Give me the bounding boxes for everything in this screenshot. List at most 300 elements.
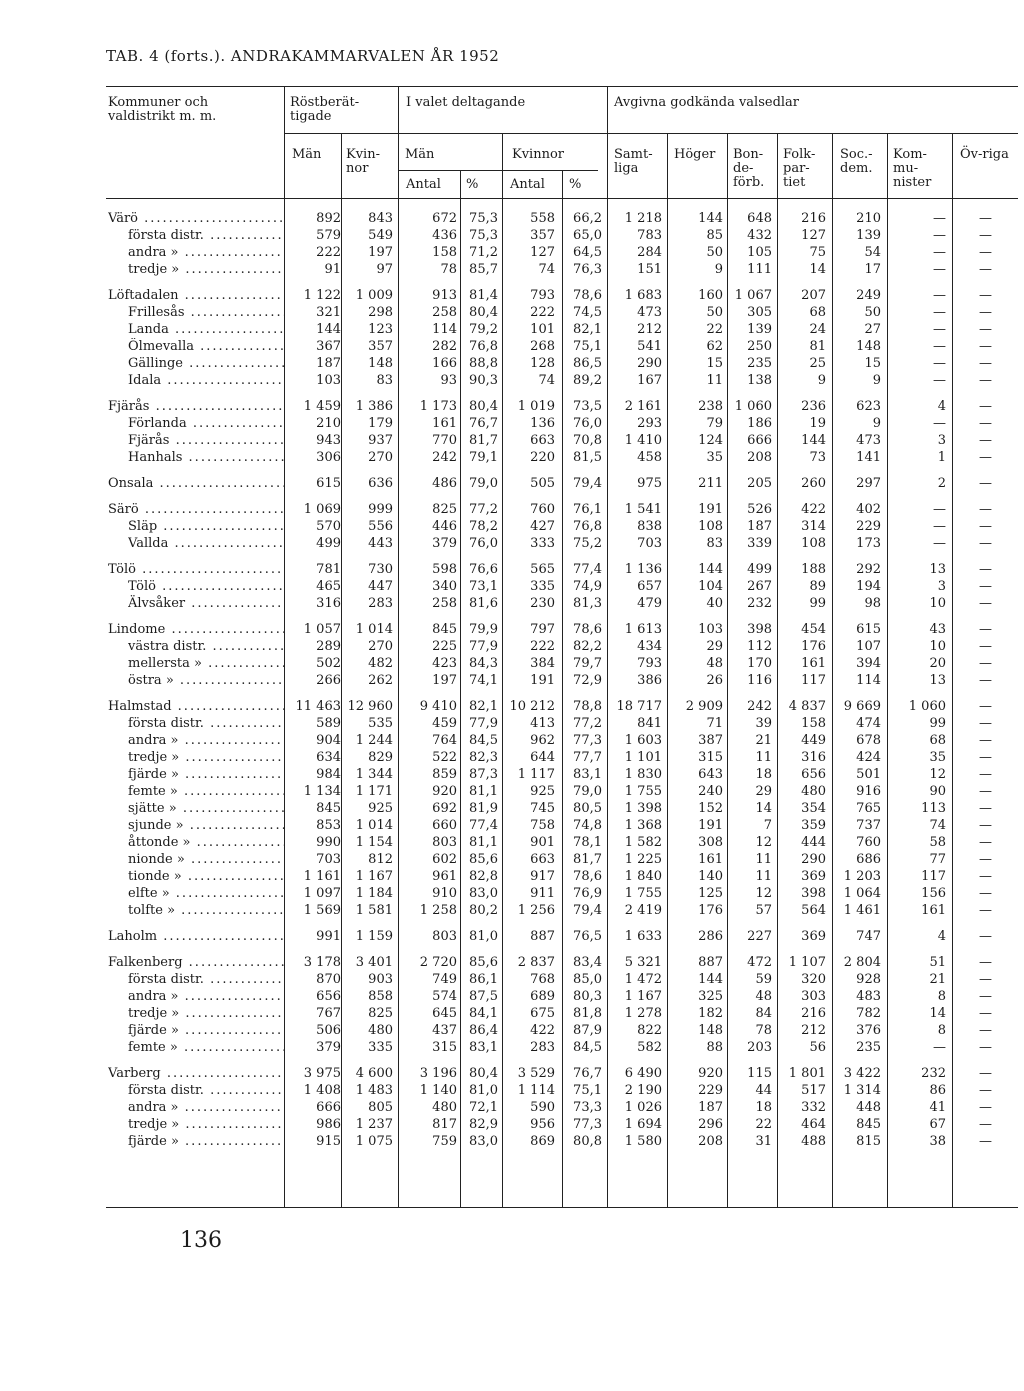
district-name: Frillesås ..... xyxy=(128,304,284,321)
district-name: tredje » ..... xyxy=(128,1116,284,1133)
value-cell: 140 xyxy=(698,869,723,884)
value-cell: 915 xyxy=(316,1134,341,1149)
value-cell: 76,8 xyxy=(469,339,498,354)
value-cell: 12 xyxy=(929,767,946,782)
value-cell: 703 xyxy=(637,536,662,551)
value-cell: 1 184 xyxy=(355,886,393,901)
value-cell: 182 xyxy=(698,1006,723,1021)
value-cell: 73,3 xyxy=(573,1100,602,1115)
value-cell: 3 422 xyxy=(843,1066,881,1081)
value-cell: 446 xyxy=(432,519,457,534)
value-cell: 22 xyxy=(706,322,723,337)
value-cell: — xyxy=(979,288,992,303)
value-cell: 1 218 xyxy=(624,211,662,226)
value-cell: 1 097 xyxy=(303,886,341,901)
value-cell: 83 xyxy=(376,373,393,388)
value-cell: 50 xyxy=(706,245,723,260)
value-cell: 4 xyxy=(937,399,946,414)
value-cell: 15 xyxy=(864,356,881,371)
value-cell: 43 xyxy=(929,622,946,637)
value-cell: 78,8 xyxy=(573,699,602,714)
district-name: Särö ..... xyxy=(108,501,284,518)
value-cell: 1 060 xyxy=(734,399,772,414)
value-cell: 1 801 xyxy=(788,1066,826,1081)
table-row xyxy=(0,321,1024,338)
value-cell: — xyxy=(979,972,992,987)
value-cell: 11 xyxy=(755,750,772,765)
value-cell: 90,3 xyxy=(469,373,498,388)
value-cell: 240 xyxy=(698,784,723,799)
value-cell: 179 xyxy=(368,416,393,431)
value-cell: 10 xyxy=(929,596,946,611)
value-cell: 48 xyxy=(706,656,723,671)
value-cell: 1 069 xyxy=(303,502,341,517)
table-title: TAB. 4 (forts.). ANDRAKAMMARVALEN ÅR 1952 xyxy=(106,47,500,65)
value-cell: 10 xyxy=(929,639,946,654)
value-cell: 260 xyxy=(801,476,826,491)
value-cell: 9 xyxy=(872,373,881,388)
value-cell: 1 410 xyxy=(624,433,662,448)
value-cell: — xyxy=(979,245,992,260)
value-cell: 197 xyxy=(368,245,393,260)
value-cell: 1 237 xyxy=(355,1117,393,1132)
value-cell: — xyxy=(979,579,992,594)
value-cell: 797 xyxy=(530,622,555,637)
value-cell: 284 xyxy=(637,245,662,260)
value-cell: 615 xyxy=(856,622,881,637)
value-cell: — xyxy=(933,416,946,431)
value-cell: 645 xyxy=(432,1006,457,1021)
value-cell: 72,9 xyxy=(573,673,602,688)
value-cell: 911 xyxy=(530,886,555,901)
value-cell: 77,4 xyxy=(469,818,498,833)
value-cell: 29 xyxy=(706,639,723,654)
value-cell: 1 057 xyxy=(303,622,341,637)
value-cell: 86,4 xyxy=(469,1023,498,1038)
value-cell: 31 xyxy=(755,1134,772,1149)
value-cell: 158 xyxy=(432,245,457,260)
value-cell: 166 xyxy=(432,356,457,371)
value-cell: 76,9 xyxy=(573,886,602,901)
value-cell: 479 xyxy=(637,596,662,611)
value-cell: 76,8 xyxy=(573,519,602,534)
value-cell: 85 xyxy=(706,228,723,243)
table-row xyxy=(0,783,1024,800)
value-cell: 316 xyxy=(316,596,341,611)
value-cell: 943 xyxy=(316,433,341,448)
value-cell: 565 xyxy=(530,562,555,577)
value-cell: 423 xyxy=(432,656,457,671)
value-cell: 656 xyxy=(801,767,826,782)
value-cell: 50 xyxy=(706,305,723,320)
value-cell: — xyxy=(979,733,992,748)
value-cell: 1 314 xyxy=(843,1083,881,1098)
value-cell: — xyxy=(979,903,992,918)
value-cell: 12 xyxy=(755,835,772,850)
district-name: Värö ..... xyxy=(108,210,284,227)
value-cell: — xyxy=(979,562,992,577)
value-cell: 315 xyxy=(432,1040,457,1055)
value-cell: 236 xyxy=(801,399,826,414)
value-cell: 81,7 xyxy=(469,433,498,448)
value-cell: 663 xyxy=(530,433,555,448)
district-name: tredje » ..... xyxy=(128,1005,284,1022)
value-cell: 321 xyxy=(316,305,341,320)
value-cell: 14 xyxy=(755,801,772,816)
value-cell: 141 xyxy=(856,450,881,465)
value-cell: 250 xyxy=(747,339,772,354)
value-cell: — xyxy=(979,356,992,371)
value-cell: 3 401 xyxy=(355,955,393,970)
value-cell: — xyxy=(979,416,992,431)
value-cell: — xyxy=(979,852,992,867)
value-cell: 17 xyxy=(864,262,881,277)
value-cell: 68 xyxy=(809,305,826,320)
header-rostberattigade: Röstberät-tigade xyxy=(290,95,360,124)
value-cell: 79,7 xyxy=(573,656,602,671)
header-kommunister: Kom-mu-nister xyxy=(893,147,932,190)
value-cell: 9 410 xyxy=(419,699,457,714)
value-cell: 203 xyxy=(747,1040,772,1055)
value-cell: 68 xyxy=(929,733,946,748)
value-cell: 18 717 xyxy=(616,699,662,714)
value-cell: 160 xyxy=(698,288,723,303)
value-cell: 114 xyxy=(432,322,457,337)
value-cell: 286 xyxy=(698,929,723,944)
value-cell: 379 xyxy=(316,1040,341,1055)
value-cell: 1 368 xyxy=(624,818,662,833)
value-cell: 216 xyxy=(801,211,826,226)
table-row xyxy=(0,304,1024,321)
value-cell: 230 xyxy=(530,596,555,611)
value-cell: 917 xyxy=(530,869,555,884)
value-cell: — xyxy=(979,476,992,491)
value-cell: 76,0 xyxy=(469,536,498,551)
value-cell: 3 975 xyxy=(303,1066,341,1081)
district-name: Förlanda ..... xyxy=(128,415,284,432)
value-cell: — xyxy=(979,673,992,688)
value-cell: 3 529 xyxy=(517,1066,555,1081)
value-cell: 1 140 xyxy=(419,1083,457,1098)
value-cell: 434 xyxy=(637,639,662,654)
value-cell: 1 154 xyxy=(355,835,393,850)
value-cell: 1 114 xyxy=(517,1083,555,1098)
value-cell: 424 xyxy=(856,750,881,765)
value-cell: 138 xyxy=(747,373,772,388)
table-row xyxy=(0,415,1024,432)
value-cell: 139 xyxy=(747,322,772,337)
value-cell: 2 837 xyxy=(517,955,555,970)
district-name: första distr. ..... xyxy=(128,971,284,988)
value-cell: 4 837 xyxy=(788,699,826,714)
value-cell: 859 xyxy=(432,767,457,782)
value-cell: 1 541 xyxy=(624,502,662,517)
value-cell: 602 xyxy=(432,852,457,867)
value-cell: 1 398 xyxy=(624,801,662,816)
value-cell: 242 xyxy=(432,450,457,465)
value-cell: 357 xyxy=(530,228,555,243)
value-cell: 887 xyxy=(698,955,723,970)
value-cell: 83,1 xyxy=(573,767,602,782)
value-cell: 1 613 xyxy=(624,622,662,637)
value-cell: 454 xyxy=(801,622,826,637)
value-cell: 87,3 xyxy=(469,767,498,782)
value-cell: — xyxy=(979,1117,992,1132)
value-cell: 340 xyxy=(432,579,457,594)
value-cell: 296 xyxy=(698,1117,723,1132)
value-cell: 9 xyxy=(872,416,881,431)
table-row xyxy=(0,475,1024,492)
value-cell: 97 xyxy=(376,262,393,277)
value-cell: 73,5 xyxy=(573,399,602,414)
value-cell: 749 xyxy=(432,972,457,987)
district-name: västra distr. ..... xyxy=(128,638,284,655)
value-cell: 398 xyxy=(747,622,772,637)
value-cell: — xyxy=(979,835,992,850)
value-cell: 1 683 xyxy=(624,288,662,303)
value-cell: — xyxy=(979,750,992,765)
value-cell: 225 xyxy=(432,639,457,654)
table-row xyxy=(0,638,1024,655)
value-cell: 70,8 xyxy=(573,433,602,448)
value-cell: 308 xyxy=(698,835,723,850)
value-cell: 3 xyxy=(937,433,946,448)
value-cell: 56 xyxy=(809,1040,826,1055)
value-cell: 1 408 xyxy=(303,1083,341,1098)
value-cell: 77,4 xyxy=(573,562,602,577)
value-cell: 332 xyxy=(801,1100,826,1115)
value-cell: 1 694 xyxy=(624,1117,662,1132)
value-cell: — xyxy=(979,519,992,534)
value-cell: 104 xyxy=(698,579,723,594)
value-cell: 83,0 xyxy=(469,886,498,901)
table-row xyxy=(0,885,1024,902)
value-cell: — xyxy=(933,339,946,354)
value-cell: 335 xyxy=(368,1040,393,1055)
value-cell: 152 xyxy=(698,801,723,816)
value-cell: 21 xyxy=(755,733,772,748)
value-cell: 436 xyxy=(432,228,457,243)
value-cell: 335 xyxy=(530,579,555,594)
district-name: Landa ..... xyxy=(128,321,284,338)
value-cell: 116 xyxy=(747,673,772,688)
value-cell: 235 xyxy=(747,356,772,371)
value-cell: 54 xyxy=(864,245,881,260)
table-row xyxy=(0,621,1024,638)
value-cell: 48 xyxy=(755,989,772,1004)
value-cell: 473 xyxy=(856,433,881,448)
table-row xyxy=(0,561,1024,578)
table-row xyxy=(0,449,1024,466)
value-cell: 1 173 xyxy=(419,399,457,414)
value-cell: 2 190 xyxy=(624,1083,662,1098)
value-cell: 579 xyxy=(316,228,341,243)
value-cell: 1 461 xyxy=(843,903,881,918)
value-cell: 18 xyxy=(755,767,772,782)
value-cell: 232 xyxy=(921,1066,946,1081)
value-cell: 58 xyxy=(929,835,946,850)
value-cell: 82,2 xyxy=(573,639,602,654)
value-cell: 107 xyxy=(856,639,881,654)
value-cell: 13 xyxy=(929,562,946,577)
table-row xyxy=(0,355,1024,372)
table-row xyxy=(0,372,1024,389)
value-cell: 615 xyxy=(316,476,341,491)
value-cell: 83,4 xyxy=(573,955,602,970)
table-row xyxy=(0,1022,1024,1039)
table-row xyxy=(0,954,1024,971)
value-cell: 80,3 xyxy=(573,989,602,1004)
value-cell: 589 xyxy=(316,716,341,731)
value-cell: 20 xyxy=(929,656,946,671)
table-row xyxy=(0,928,1024,945)
value-cell: 4 xyxy=(937,929,946,944)
value-cell: 13 xyxy=(929,673,946,688)
value-cell: 517 xyxy=(801,1083,826,1098)
value-cell: — xyxy=(979,869,992,884)
value-cell: — xyxy=(933,228,946,243)
value-cell: 78 xyxy=(440,262,457,277)
value-cell: 499 xyxy=(316,536,341,551)
value-cell: 124 xyxy=(698,433,723,448)
value-cell: 745 xyxy=(530,801,555,816)
value-cell: 75,1 xyxy=(573,1083,602,1098)
value-cell: 689 xyxy=(530,989,555,1004)
value-cell: 62 xyxy=(706,339,723,354)
value-cell: 89,2 xyxy=(573,373,602,388)
value-cell: 925 xyxy=(530,784,555,799)
value-cell: 232 xyxy=(747,596,772,611)
value-cell: 812 xyxy=(368,852,393,867)
value-cell: 1 064 xyxy=(843,886,881,901)
value-cell: 77,9 xyxy=(469,639,498,654)
value-cell: 84,5 xyxy=(573,1040,602,1055)
value-cell: 290 xyxy=(801,852,826,867)
value-cell: 822 xyxy=(637,1023,662,1038)
value-cell: 764 xyxy=(432,733,457,748)
value-cell: 91 xyxy=(324,262,341,277)
value-cell: 161 xyxy=(432,416,457,431)
value-cell: 413 xyxy=(530,716,555,731)
value-cell: — xyxy=(979,322,992,337)
value-cell: 151 xyxy=(637,262,662,277)
value-cell: 18 xyxy=(755,1100,772,1115)
value-cell: 81 xyxy=(809,339,826,354)
value-cell: 11 xyxy=(706,373,723,388)
value-cell: 194 xyxy=(856,579,881,594)
value-cell: 1 161 xyxy=(303,869,341,884)
value-cell: 50 xyxy=(864,305,881,320)
value-cell: 1 633 xyxy=(624,929,662,944)
table-row xyxy=(0,1082,1024,1099)
value-cell: 758 xyxy=(530,818,555,833)
value-cell: 499 xyxy=(747,562,772,577)
value-cell: 448 xyxy=(856,1100,881,1115)
value-cell: 803 xyxy=(432,835,457,850)
value-cell: 75 xyxy=(809,245,826,260)
value-cell: — xyxy=(979,1066,992,1081)
value-cell: 4 600 xyxy=(355,1066,393,1081)
value-cell: 65,0 xyxy=(573,228,602,243)
value-cell: 9 xyxy=(714,262,723,277)
value-cell: 1 026 xyxy=(624,1100,662,1115)
value-cell: 74,1 xyxy=(469,673,498,688)
value-cell: 187 xyxy=(747,519,772,534)
header-rost-man: Män xyxy=(292,147,322,162)
page-number: 136 xyxy=(180,1228,222,1253)
value-cell: — xyxy=(979,502,992,517)
value-cell: 12 960 xyxy=(347,699,393,714)
value-cell: 83,0 xyxy=(469,1134,498,1149)
value-cell: 40 xyxy=(706,596,723,611)
table-row xyxy=(0,868,1024,885)
value-cell: 167 xyxy=(637,373,662,388)
value-cell: 188 xyxy=(801,562,826,577)
value-cell: 79,4 xyxy=(573,476,602,491)
value-cell: 211 xyxy=(698,476,723,491)
value-cell: 128 xyxy=(530,356,555,371)
value-cell: 125 xyxy=(698,886,723,901)
value-cell: 853 xyxy=(316,818,341,833)
value-cell: 35 xyxy=(706,450,723,465)
value-cell: 27 xyxy=(864,322,881,337)
value-cell: 483 xyxy=(856,989,881,1004)
value-cell: 1 580 xyxy=(624,1134,662,1149)
value-cell: 648 xyxy=(747,211,772,226)
district-name: andra » ..... xyxy=(128,732,284,749)
value-cell: 760 xyxy=(856,835,881,850)
value-cell: 258 xyxy=(432,596,457,611)
value-cell: 81,8 xyxy=(573,1006,602,1021)
value-cell: 459 xyxy=(432,716,457,731)
value-cell: 845 xyxy=(432,622,457,637)
district-name: första distr. ..... xyxy=(128,227,284,244)
value-cell: — xyxy=(979,716,992,731)
value-cell: 1 101 xyxy=(624,750,662,765)
value-cell: 464 xyxy=(801,1117,826,1132)
value-cell: 590 xyxy=(530,1100,555,1115)
table-row xyxy=(0,698,1024,715)
value-cell: 81,5 xyxy=(573,450,602,465)
value-cell: 81,1 xyxy=(469,784,498,799)
value-cell: 956 xyxy=(530,1117,555,1132)
value-cell: 292 xyxy=(856,562,881,577)
value-cell: 77,7 xyxy=(573,750,602,765)
value-cell: 838 xyxy=(637,519,662,534)
district-name: Ölmevalla ..... xyxy=(128,338,284,355)
value-cell: — xyxy=(979,305,992,320)
value-cell: 480 xyxy=(368,1023,393,1038)
value-cell: 80,2 xyxy=(469,903,498,918)
value-cell: 505 xyxy=(530,476,555,491)
value-cell: 5 321 xyxy=(624,955,662,970)
value-cell: 12 xyxy=(755,886,772,901)
value-cell: — xyxy=(933,536,946,551)
value-cell: 2 xyxy=(937,476,946,491)
value-cell: — xyxy=(933,502,946,517)
value-cell: 1 014 xyxy=(355,622,393,637)
value-cell: 1 019 xyxy=(517,399,555,414)
value-cell: 825 xyxy=(368,1006,393,1021)
value-cell: 76,3 xyxy=(573,262,602,277)
value-cell: 158 xyxy=(801,716,826,731)
value-cell: 858 xyxy=(368,989,393,1004)
value-cell: — xyxy=(979,1040,992,1055)
header-kommuner: Kommuner och valdistrikt m. m. xyxy=(108,95,217,124)
value-cell: — xyxy=(979,211,992,226)
value-cell: 85,0 xyxy=(573,972,602,987)
value-cell: 574 xyxy=(432,989,457,1004)
